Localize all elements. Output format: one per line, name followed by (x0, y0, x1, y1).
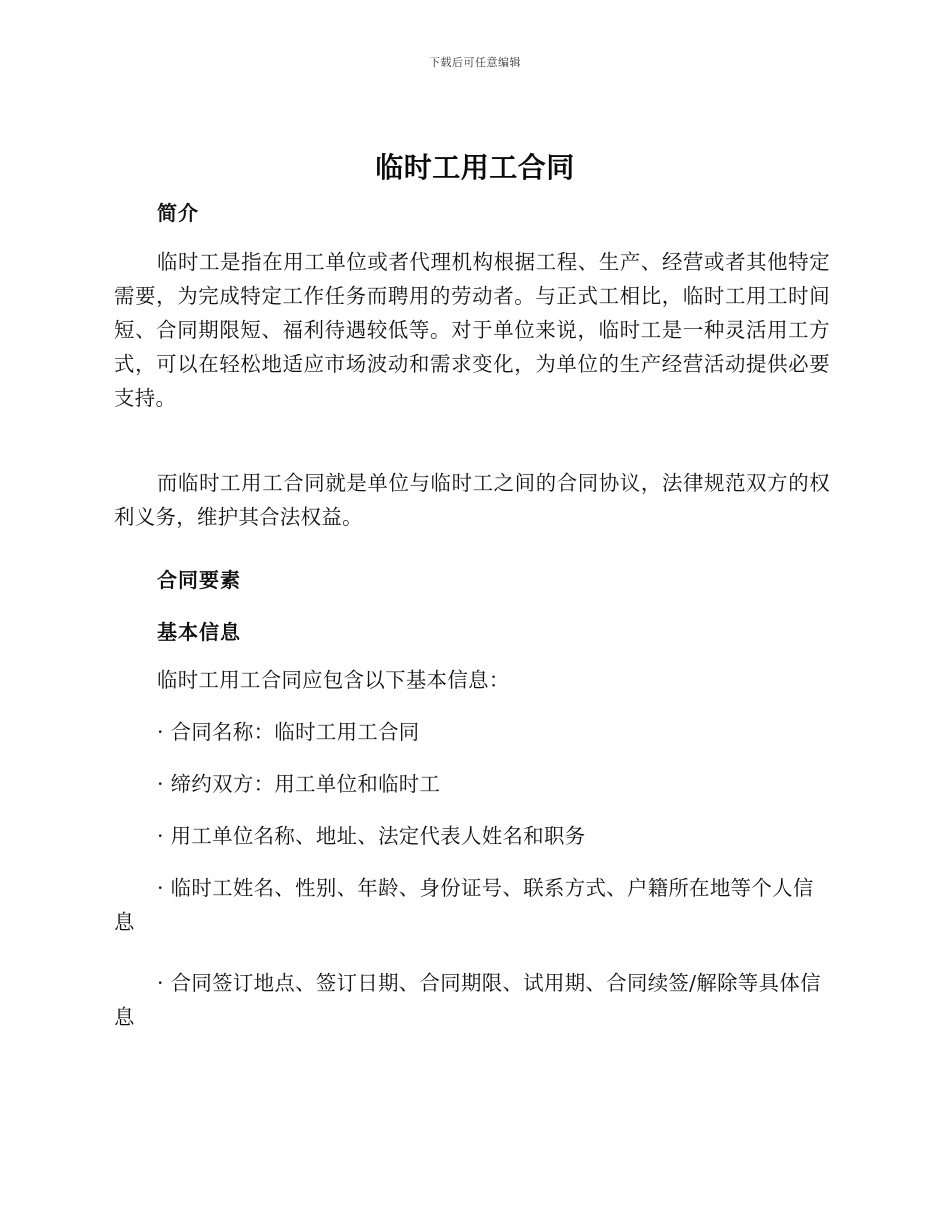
elements-heading-block (114, 564, 830, 593)
document-title: 临时工用工合同 (375, 151, 575, 184)
list-item-4-block (114, 871, 830, 939)
list-item-3-block (114, 819, 830, 853)
header-note: 下载后可任意编辑 (429, 56, 521, 69)
list-item: · 用工单位名称、地址、法定代表人姓名和职务 (157, 824, 586, 848)
basic-lead-block (114, 663, 830, 697)
basic-heading-block (114, 616, 830, 645)
section-heading-basic: 基本信息 (157, 620, 241, 644)
list-item-5-block (114, 966, 830, 1034)
section-heading-elements: 合同要素 (157, 568, 241, 592)
list-item-1-block (114, 715, 830, 749)
list-item: · 缔约双方：用工单位和临时工 (157, 772, 441, 796)
list-item-2-block (114, 767, 830, 801)
intro-paragraph-1-block (114, 245, 830, 415)
intro-paragraph-1: 临时工是指在用工单位或者代理机构根据工程、生产、经营或者其他特定需要，为完成特定工作任务而聘用的劳动者。与正式工相比，临时工用工时间短、合同期限短、福利待遇较低等。对于单位来说，临时工是一种灵活用工方式，可以在轻松地适应市场波动和需求变化，为单位的生产经营活动提供必要支持。 (114, 250, 830, 410)
basic-lead-text: 临时工用工合同应包含以下基本信息： (157, 668, 510, 692)
section-heading-intro: 简介 (157, 201, 199, 225)
list-item: · 临时工姓名、性别、年龄、身份证号、联系方式、户籍所在地等个人信息 (114, 876, 814, 934)
intro-paragraph-2: 而临时工用工合同就是单位与临时工之间的合同协议，法律规范双方的权利义务，维护其合法权益。 (114, 471, 830, 529)
list-item: · 合同签订地点、签订日期、合同期限、试用期、合同续签/解除等具体信息 (114, 971, 821, 1029)
intro-paragraph-2-block (114, 466, 830, 534)
list-item: · 合同名称：临时工用工合同 (157, 720, 420, 744)
intro-heading-block (114, 197, 830, 226)
